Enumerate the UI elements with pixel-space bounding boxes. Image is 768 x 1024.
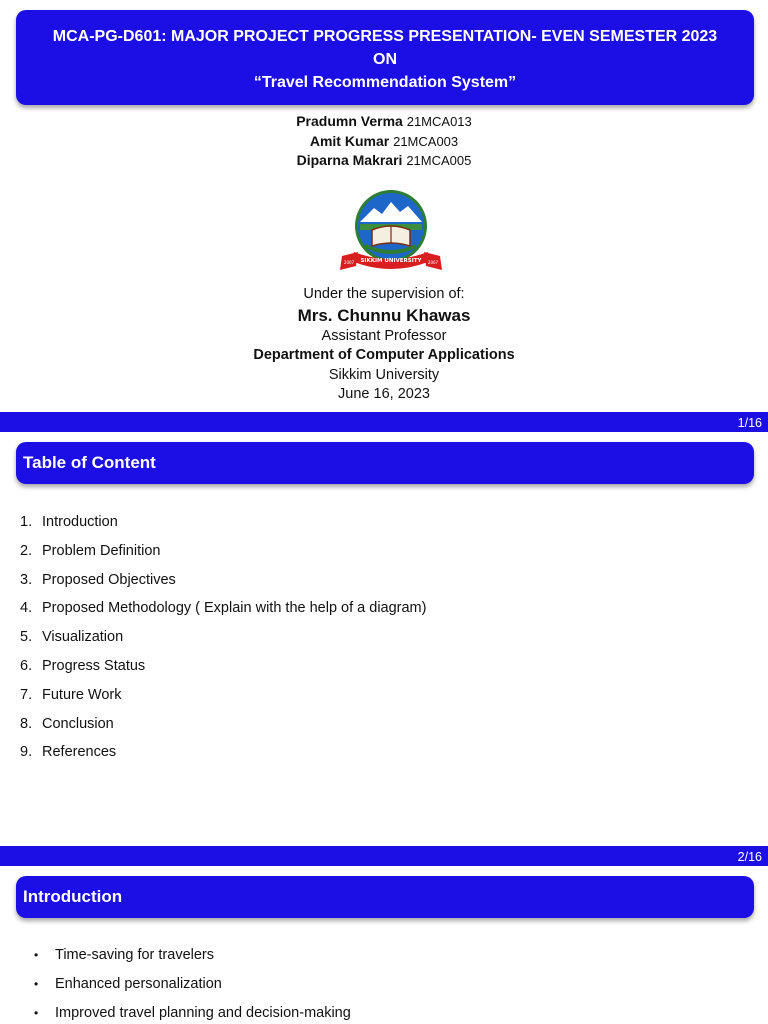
title-line-3 <box>16 71 754 94</box>
title-slide <box>0 0 768 432</box>
frame-title: Table of Content <box>16 442 754 484</box>
toc-item: 4. Proposed Methodology ( Explain with the help of a diagram) <box>20 600 427 617</box>
toc-item: 3. Proposed Objectives <box>20 571 176 588</box>
supervisor-title: Assistant Professor <box>321 327 447 344</box>
department-name: Department of Computer Applications <box>253 347 515 363</box>
slide-footer <box>0 846 768 866</box>
toc-list <box>20 508 426 767</box>
page-number: 1/16 <box>737 416 762 430</box>
frame-title: Introduction <box>16 876 754 918</box>
bullet-icon: • <box>34 1006 39 1020</box>
author-row <box>0 151 768 171</box>
supervision-block <box>0 285 768 405</box>
bullet-list <box>34 941 351 1024</box>
bullet-item: • Time-saving for travelers <box>34 941 351 970</box>
presentation-title-box <box>16 10 754 105</box>
author-list <box>0 112 768 171</box>
toc-item: 8. Conclusion <box>20 715 114 732</box>
author-name: Amit Kumar <box>309 132 390 149</box>
toc-item: 2. Problem Definition <box>20 542 161 559</box>
logo-ribbon-year-right: 2007 <box>427 260 439 265</box>
title-line-1: MCA-PG-D601: MAJOR PROJECT PROGRESS PRESENTATION- EVEN SEMESTER 2023 <box>52 28 718 45</box>
toc-item: 1. Introduction <box>20 514 118 530</box>
supervisor-name: Mrs. Chunnu Khawas <box>297 305 471 325</box>
bullet-icon: • <box>34 948 39 962</box>
bullet-icon: • <box>34 977 39 991</box>
toc-slide <box>0 432 768 866</box>
author-roll: 21MCA005 <box>406 153 472 168</box>
title-line-2: ON <box>373 51 397 68</box>
slide-footer <box>0 412 768 432</box>
logo-ribbon-year-left: 2007 <box>343 260 355 265</box>
toc-item: 6. Progress Status <box>20 657 146 674</box>
supervision-label: Under the supervision of: <box>303 286 465 302</box>
author-name: Diparna Makrari <box>296 152 403 168</box>
author-name: Pradumn Verma <box>296 113 403 129</box>
toc-item: 9. References <box>20 744 117 761</box>
author-roll: 21MCA003 <box>393 133 459 149</box>
bullet-item: • Enhanced personalization <box>34 970 351 999</box>
author-row <box>0 112 768 132</box>
introduction-slide <box>0 866 768 1024</box>
sikkim-university-logo-icon <box>336 186 446 278</box>
bullet-item: • Improved travel planning and decision-making <box>34 999 351 1024</box>
logo-ribbon-text: SIKKIM UNIVERSITY <box>360 258 422 264</box>
project-name: “Travel Recommendation System” <box>253 74 517 91</box>
presentation-date: June 16, 2023 <box>338 386 430 402</box>
page-number: 2/16 <box>737 850 762 864</box>
university-name: Sikkim University <box>328 366 440 383</box>
toc-item: 7. Future Work <box>20 686 122 703</box>
toc-item: 5. Visualization <box>20 629 124 646</box>
author-row <box>0 132 768 152</box>
author-roll: 21MCA013 <box>406 114 472 129</box>
